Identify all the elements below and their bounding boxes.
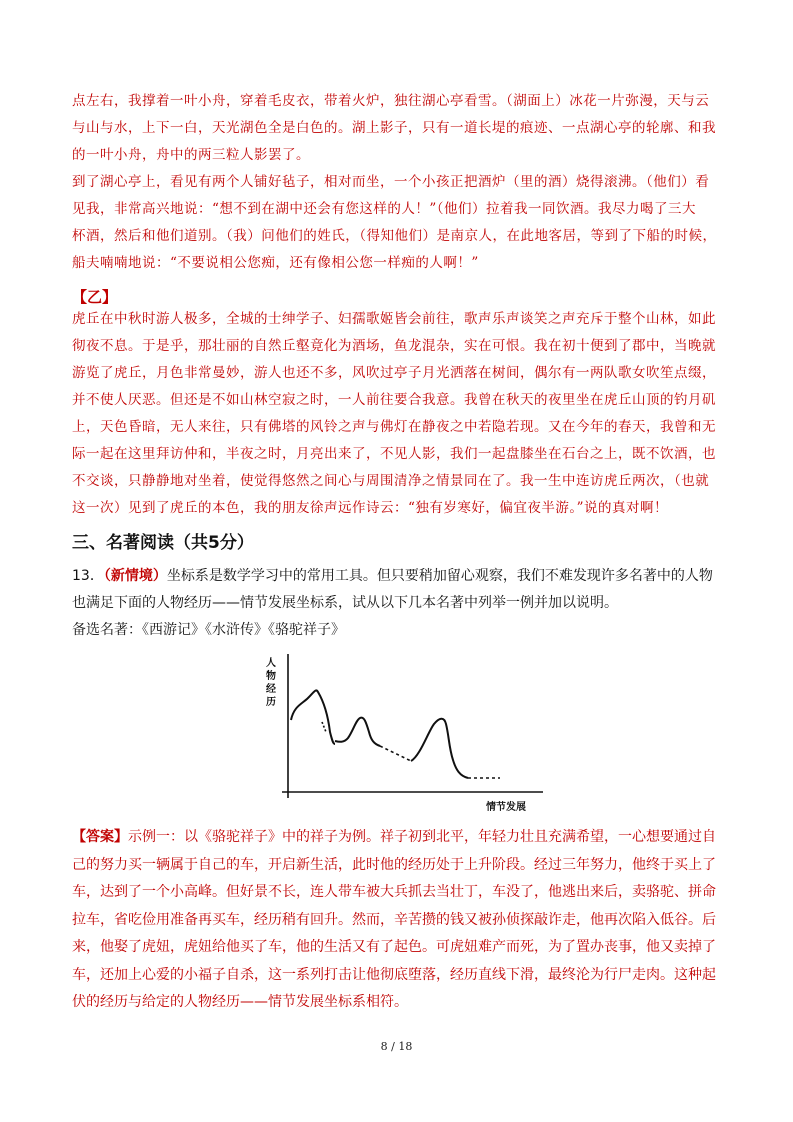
curve-segment-2: [335, 718, 380, 746]
y-axis-label: 人 物 经 历: [266, 658, 276, 708]
optional-books: 备选名著：《西游记》《水浒传》《骆驼祥子》: [72, 622, 345, 638]
curve-segment-1: [291, 690, 335, 744]
page-number: 8 / 18: [380, 1040, 413, 1053]
answer-block: [72, 824, 722, 1017]
question-text: 坐标系是数学学习中的常用工具。但只要稍加留心观察，我们不难发现许多名著中的人物也满足下面的人物经历——情节发展坐标系，试从以下几本名著中列举一例并加以说明。: [72, 568, 713, 611]
question-13: [72, 563, 722, 617]
x-axis-label: 情节发展: [486, 802, 526, 813]
answer-tag: 【答案】: [72, 829, 128, 845]
passage-yi-tag: 【乙】: [72, 288, 118, 306]
section-title: 三、名著阅读（共5分）: [72, 533, 254, 553]
curve-dash-2: [380, 746, 411, 761]
passage-yi-translation: 虎丘在中秋时游人极多，全城的士绅学子、妇孺歌姬皆会前往，歌声乐声谈笑之声充斥于整个山林，如此 彻夜不息。于是乎，那壮丽的自然丘壑竟化为酒场，鱼龙混杂，实在可恨。我在初十便到了郡中，当晚就 游览了虎丘，月色非常曼妙，游人也还不多，风吹过亭子月光洒落在树间，偶尔有一两队歌女吹笙点缀， 并不使人厌恶。但还是不如山林空寂之时，一人前往要合我意。我曾在秋天的夜里坐在虎丘山顶的钓月矶 上，天色昏暗，无人来往，只有佛塔的风铃之声与佛灯在静夜之中若隐若现。又在今年的春天，我曾和无 际一起在这里拜访仲和，半夜之时，月亮出来了，不见人影，我们一起盘膝坐在石台之上，既不饮酒，也 不交谈，只静静地对坐着，使觉得悠然之间心与周围清净之情景同在了。我一生中连访虎丘两次，（也就 这一次）见到了虎丘的本色，我的朋友徐声远作诗云：“独有岁寒好，偏宜夜半游。”说的真对啊！: [72, 311, 716, 516]
curve-segment-3: [411, 719, 468, 778]
answer-text: 示例一：以《骆驼祥子》中的祥子为例。祥子初到北平，年轻力壮且充满希望，一心想要通过自己的努力买一辆属于自己的车，开启新生活，此时他的经历处于上升阶段。经过三年努力，他终于买上了车，达到了一个小高峰。但好景不长，连人带车被大兵抓去当壮丁，车没了，他逃出来后，卖骆驼、拼命拉车，省吃俭用准备再买车，经历稍有回升。然而，辛苦攒的钱又被孙侦探敲诈走，他再次陷入低谷。后来，他娶了虎妞，虎妞给他买了车，他的生活又有了起色。可虎妞难产而死，为了置办丧事，他又卖掉了车，还加上心爱的小福子自杀，这一系列打击让他彻底堕落，经历直线下滑，最终沦为行尸走肉。这种起伏的经历与给定的人物经历——情节发展坐标系相符。: [72, 829, 716, 1010]
passage-jia-translation: 点左右，我撑着一叶小舟，穿着毛皮衣，带着火炉，独往湖心亭看雪。（湖面上）冰花一片弥漫，天与云 与山与水，上下一白，天光湖色全是白色的。湖上影子，只有一道长堤的痕迹、一点湖心亭的轮廓、和我 的一叶小舟，舟中的两三粒人影罢了。 到了湖心亭上，看见有两个人铺好毡子，相对而坐，一个小孩正把酒炉（里的酒）烧得滚沸。（他们）看 见我，非常高兴地说：“想不到在湖中还会有您这样的人！”（他们）拉着我一同饮酒。我尽力喝了三大 杯酒，然后和他们道别。（我）问他们的姓氏，（得知他们）是南京人，在此地客居，等到了下船的时候， 船夫喃喃地说：“不要说相公您痴，还有像相公您一样痴的人啊！”: [72, 93, 717, 271]
question-number: 13．: [72, 568, 104, 584]
question-tag: （新情境）: [103, 568, 167, 584]
coordinate-chart: [258, 648, 548, 814]
curve-dash-1: [322, 722, 326, 732]
